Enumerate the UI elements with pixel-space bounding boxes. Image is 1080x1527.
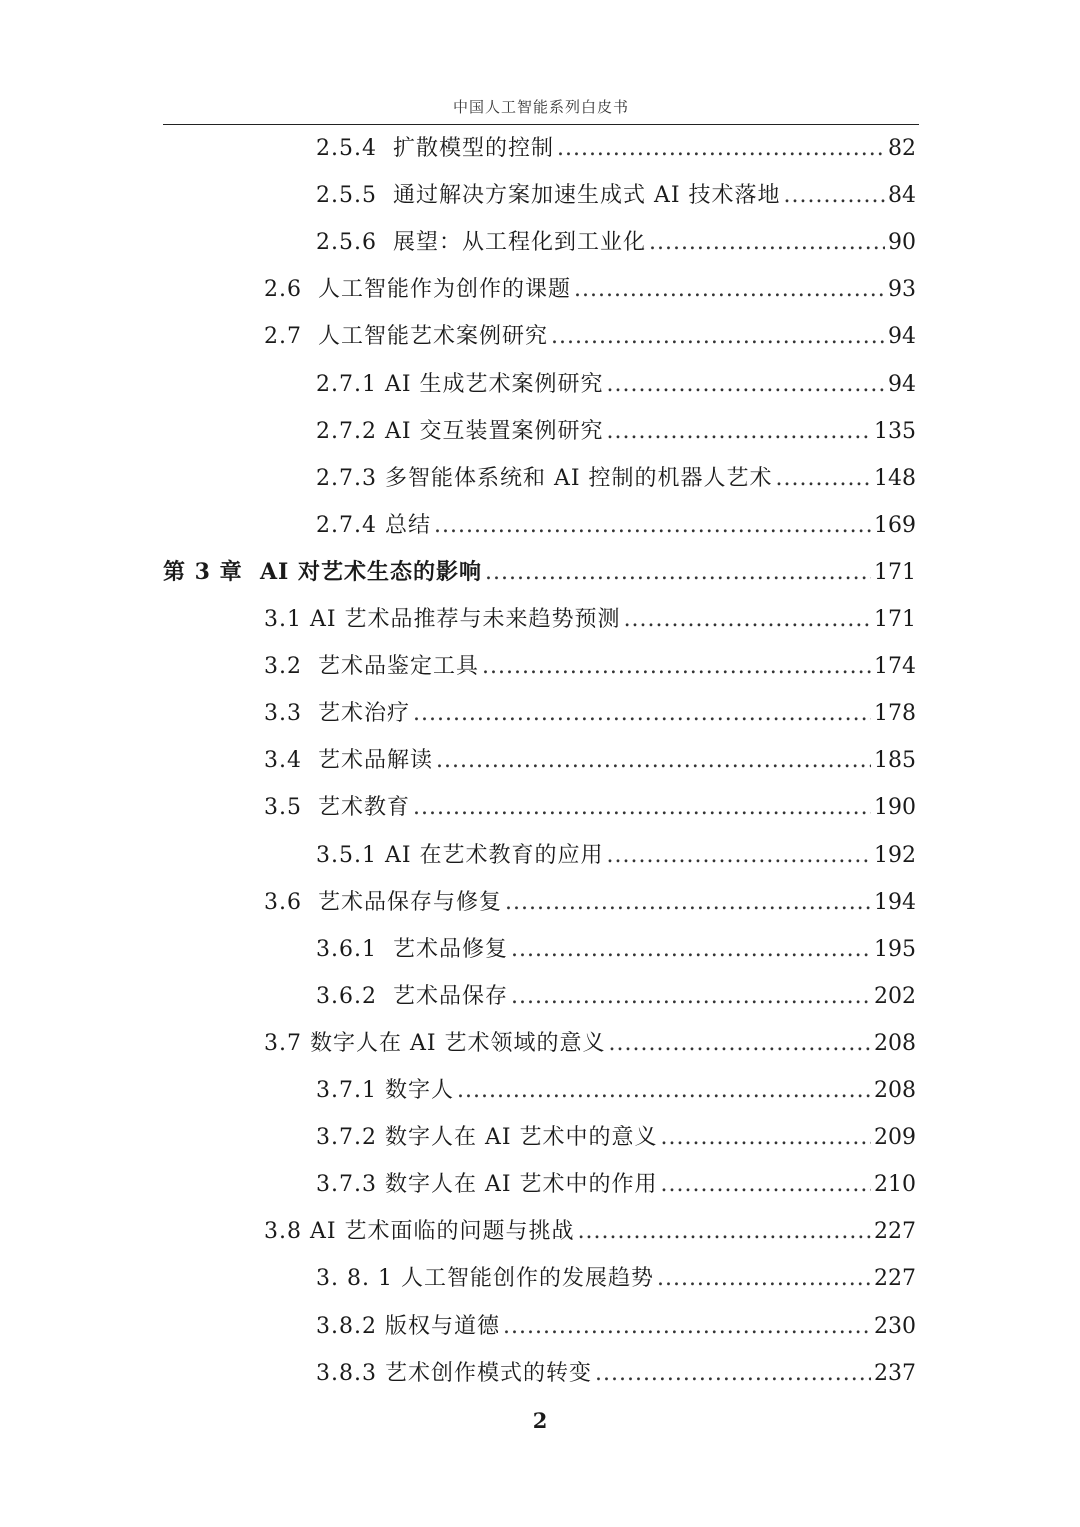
toc-dot-leader (784, 172, 885, 219)
toc-dot-leader (482, 643, 871, 690)
toc-entry (316, 1350, 916, 1397)
toc-entry-page: 84 (888, 183, 916, 209)
toc-dot-leader (607, 408, 871, 455)
toc-dot-leader (661, 1114, 871, 1161)
toc-entry-page: 94 (888, 324, 916, 350)
toc-entry-page: 195 (874, 936, 916, 962)
toc-entry (316, 926, 916, 973)
toc-entry (316, 408, 916, 455)
toc-dot-leader (413, 784, 871, 831)
toc-entry-title: 3.7.1 数字人 (316, 1078, 454, 1103)
toc-entry (316, 1161, 916, 1208)
toc-entry-page: 82 (888, 136, 916, 161)
toc-entry-page: 190 (874, 795, 916, 821)
toc-dot-leader (457, 1067, 871, 1114)
toc-entry (264, 690, 916, 737)
toc-dot-leader (607, 832, 871, 879)
toc-dot-leader (578, 1208, 871, 1255)
toc-entry-page: 227 (874, 1266, 916, 1292)
toc-entry-title: 3.7.3 数字人在 AI 艺术中的作用 (316, 1172, 658, 1198)
toc-entry-page: 208 (874, 1030, 916, 1056)
toc-entry-title: 3.8 AI 艺术面临的问题与挑战 (264, 1219, 575, 1245)
toc-entry-title: 3.4 艺术品解读 (264, 748, 433, 774)
toc-entry-page: 185 (874, 748, 916, 774)
toc-entry-page: 148 (874, 465, 916, 491)
toc-entry-page: 227 (874, 1219, 916, 1245)
toc-entry-page: 93 (888, 277, 916, 303)
toc-entry (264, 1020, 916, 1067)
toc-entry (316, 455, 916, 502)
toc-entry-page: 202 (874, 983, 916, 1009)
toc-entry-page: 194 (874, 889, 916, 915)
toc-entry-title: 3.6 艺术品保存与修复 (264, 889, 502, 915)
toc-dot-leader (413, 690, 871, 737)
toc-entry-page: 192 (874, 842, 916, 868)
toc-dot-leader (661, 1161, 871, 1208)
toc-entry-page: 230 (874, 1313, 916, 1339)
toc-entry-title: 第 3 章 AI 对艺术生态的影响 (163, 558, 482, 585)
running-header: 中国人工智能系列白皮书 (452, 98, 629, 116)
toc-entry-page: 178 (874, 701, 916, 727)
toc-dot-leader (511, 926, 871, 973)
toc-entry-title: 3.3 艺术治疗 (264, 701, 410, 727)
toc-entry-title: 3.5.1 AI 在艺术教育的应用 (316, 842, 604, 868)
toc-dot-leader (649, 219, 885, 266)
toc-dot-leader (511, 973, 871, 1020)
toc-entry-page: 208 (874, 1078, 916, 1103)
toc-entry (316, 1067, 916, 1114)
toc-entry-title: 3.7 数字人在 AI 艺术领域的意义 (264, 1030, 606, 1056)
toc-entry-title: 3.6.2 艺术品保存 (316, 983, 508, 1009)
toc-entry-page: 90 (888, 230, 916, 256)
toc-dot-leader (436, 737, 871, 784)
toc-entry-title: 2.7.3 多智能体系统和 AI 控制的机器人艺术 (316, 465, 773, 491)
toc-dot-leader (657, 1255, 871, 1302)
toc-entry-title: 3.1 AI 艺术品推荐与未来趋势预测 (264, 607, 621, 632)
toc-chapter-entry (163, 549, 916, 596)
toc-entry-title: 3.8.2 版权与道德 (316, 1313, 500, 1339)
toc-entry (264, 1208, 916, 1255)
toc-entry-title: 3.7.2 数字人在 AI 艺术中的意义 (316, 1125, 658, 1151)
toc-dot-leader (551, 313, 885, 360)
toc-entry-title: 2.7 人工智能艺术案例研究 (264, 324, 548, 350)
toc-entry-title: 2.7.2 AI 交互装置案例研究 (316, 418, 604, 444)
toc-entry (316, 973, 916, 1020)
toc-entry-title: 2.7.1 AI 生成艺术案例研究 (316, 371, 604, 397)
toc-dot-leader (776, 455, 871, 502)
toc-entry (264, 313, 916, 360)
toc-dot-leader (595, 1350, 871, 1397)
page-number: 2 (532, 1408, 548, 1433)
toc-entry (264, 266, 916, 313)
toc-entry-title: 3.8.3 艺术创作模式的转变 (316, 1360, 592, 1386)
toc-dot-leader (607, 361, 885, 408)
toc-entry-page: 94 (888, 371, 916, 397)
toc-entry (264, 784, 916, 831)
toc-entry (264, 596, 916, 643)
toc-entry (316, 361, 916, 408)
toc-dot-leader (574, 266, 885, 313)
toc-entry (264, 643, 916, 690)
toc-dot-leader (609, 1020, 871, 1067)
toc-entry-title: 2.5.6 展望：从工程化到工业化 (316, 230, 646, 256)
toc-entry-title: 3. 8. 1 人工智能创作的发展趋势 (316, 1266, 654, 1292)
toc-entry-title: 3.2 艺术品鉴定工具 (264, 654, 479, 680)
toc-dot-leader (503, 1303, 871, 1350)
toc-entry (316, 125, 916, 172)
toc-entry-page: 237 (874, 1360, 916, 1386)
toc-entry (316, 1255, 916, 1302)
toc-entry (316, 502, 916, 549)
toc-entry-page: 169 (874, 512, 916, 538)
toc-dot-leader (434, 502, 871, 549)
toc-entry-title: 3.5 艺术教育 (264, 795, 410, 821)
toc-entry (316, 832, 916, 879)
toc-entry (316, 1303, 916, 1350)
toc-entry (264, 737, 916, 784)
toc-dot-leader (505, 879, 871, 926)
toc-entry-page: 174 (874, 654, 916, 680)
toc-entry (316, 1114, 916, 1161)
toc-dot-leader (624, 596, 871, 643)
toc-dot-leader (557, 125, 885, 172)
toc-entry-page: 209 (874, 1125, 916, 1151)
toc-entry-title: 2.7.4 总结 (316, 512, 431, 538)
toc-entry (264, 879, 916, 926)
toc-entry (316, 219, 916, 266)
toc-entry-title: 2.6 人工智能作为创作的课题 (264, 277, 571, 303)
toc-entry-page: 135 (874, 418, 916, 444)
toc-entry-page: 171 (874, 559, 916, 585)
toc-dot-leader (485, 549, 871, 596)
toc-entry-page: 171 (874, 607, 916, 632)
toc-entry (316, 172, 916, 219)
toc-entry-page: 210 (874, 1172, 916, 1198)
toc-entry-title: 2.5.5 通过解决方案加速生成式 AI 技术落地 (316, 183, 781, 209)
toc-entry-title: 2.5.4 扩散模型的控制 (316, 136, 554, 161)
toc-entry-title: 3.6.1 艺术品修复 (316, 936, 508, 962)
